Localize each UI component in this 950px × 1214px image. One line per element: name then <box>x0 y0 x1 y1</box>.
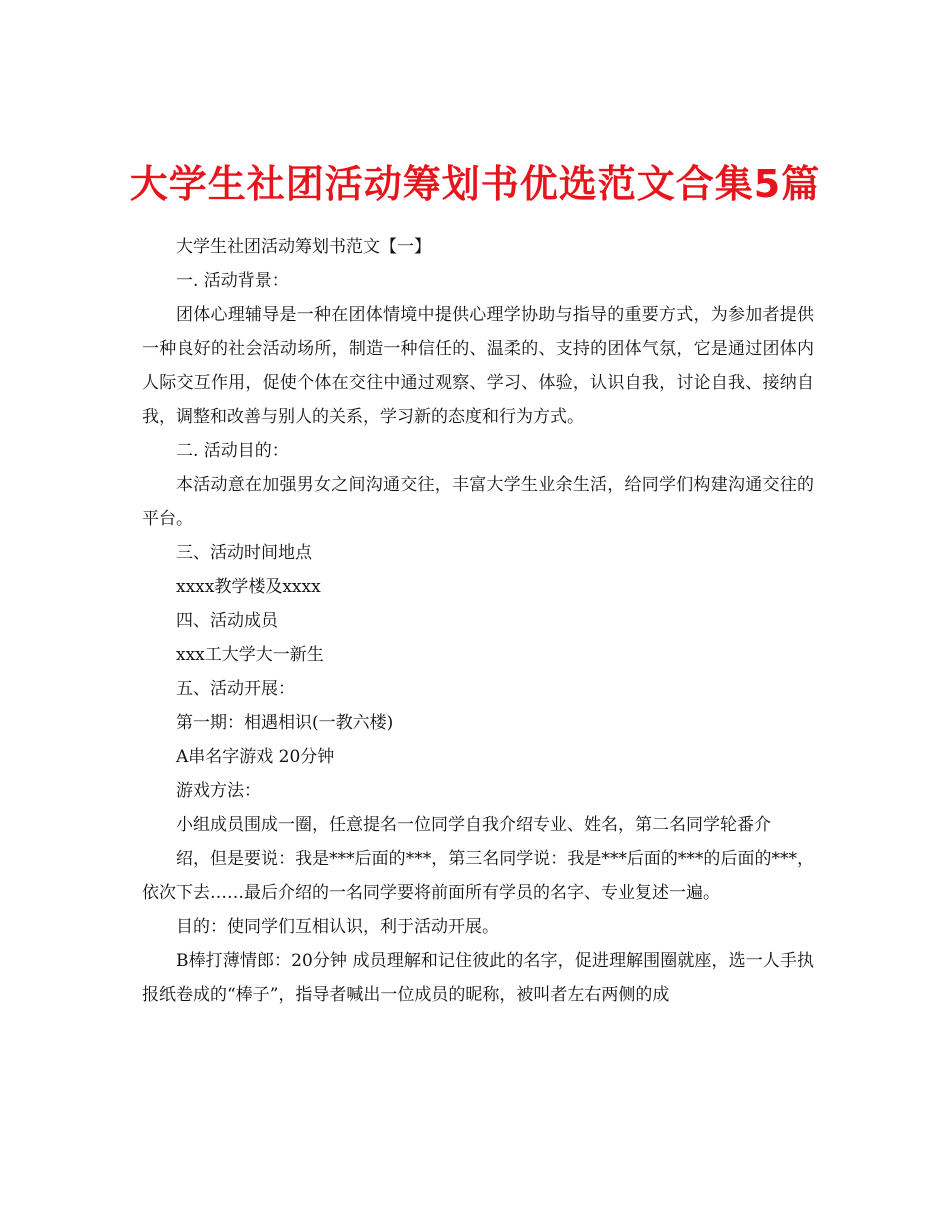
paragraph-members: xxx工大学大一新生 <box>176 645 324 665</box>
paragraph-game-a: A串名字游戏 20分钟 <box>176 747 335 767</box>
paragraph-heading-time-place: 三、活动时间地点 <box>176 543 312 563</box>
paragraph-heading-activities: 五、活动开展： <box>176 679 295 699</box>
document-body <box>142 230 814 1012</box>
paragraph-heading-purpose: 二. 活动目的： <box>176 441 289 461</box>
paragraph-game-b: B棒打薄情郎：20分钟 成员理解和记住彼此的名字，促进理解围圈就座，选一人手执报纸卷成的“棒子”，指导者喊出一位成员的昵称，被叫者左右两侧的成 <box>142 951 814 1005</box>
paragraph-heading-members: 四、活动成员 <box>176 611 278 631</box>
paragraph-heading-background: 一. 活动背景： <box>176 271 289 291</box>
paragraph-phase-one: 第一期：相遇相识(一教六楼) <box>176 713 394 733</box>
paragraph-game-method-label: 游戏方法： <box>176 781 261 801</box>
paragraph-game-goal: 目的：使同学们互相认识，利于活动开展。 <box>176 917 499 937</box>
paragraph-time-place: xxxx教学楼及xxxx <box>176 577 321 597</box>
paragraph-section-heading: 大学生社团活动筹划书范文【一】 <box>176 237 431 257</box>
paragraph-purpose: 本活动意在加强男女之间沟通交往，丰富大学生业余生活，给同学们构建沟通交往的平台。 <box>142 475 814 529</box>
paragraph-game-method-continued: 绍，但是要说：我是***后面的***，第三名同学说：我是***后面的***的后面的***，依次下去……最后介绍的一名同学要将前面所有学员的名字、专业复述一遍。 <box>142 849 814 903</box>
paragraph-background: 团体心理辅导是一种在团体情境中提供心理学协助与指导的重要方式，为参加者提供一种良好的社会活动场所，制造一种信任的、温柔的、支持的团体气氛，它是通过团体内人际交互作用，促使个体在交往中通过观察、学习、体验，认识自我，讨论自我、接纳自我，调整和改善与别人的关系，学习新的态度和行为方式。 <box>142 305 814 427</box>
paragraph-game-method: 小组成员围成一圈，任意提名一位同学自我介绍专业、姓名，第二名同学轮番介 <box>176 815 771 835</box>
document-title: 大学生社团活动筹划书优选范文合集5篇 <box>129 162 821 207</box>
